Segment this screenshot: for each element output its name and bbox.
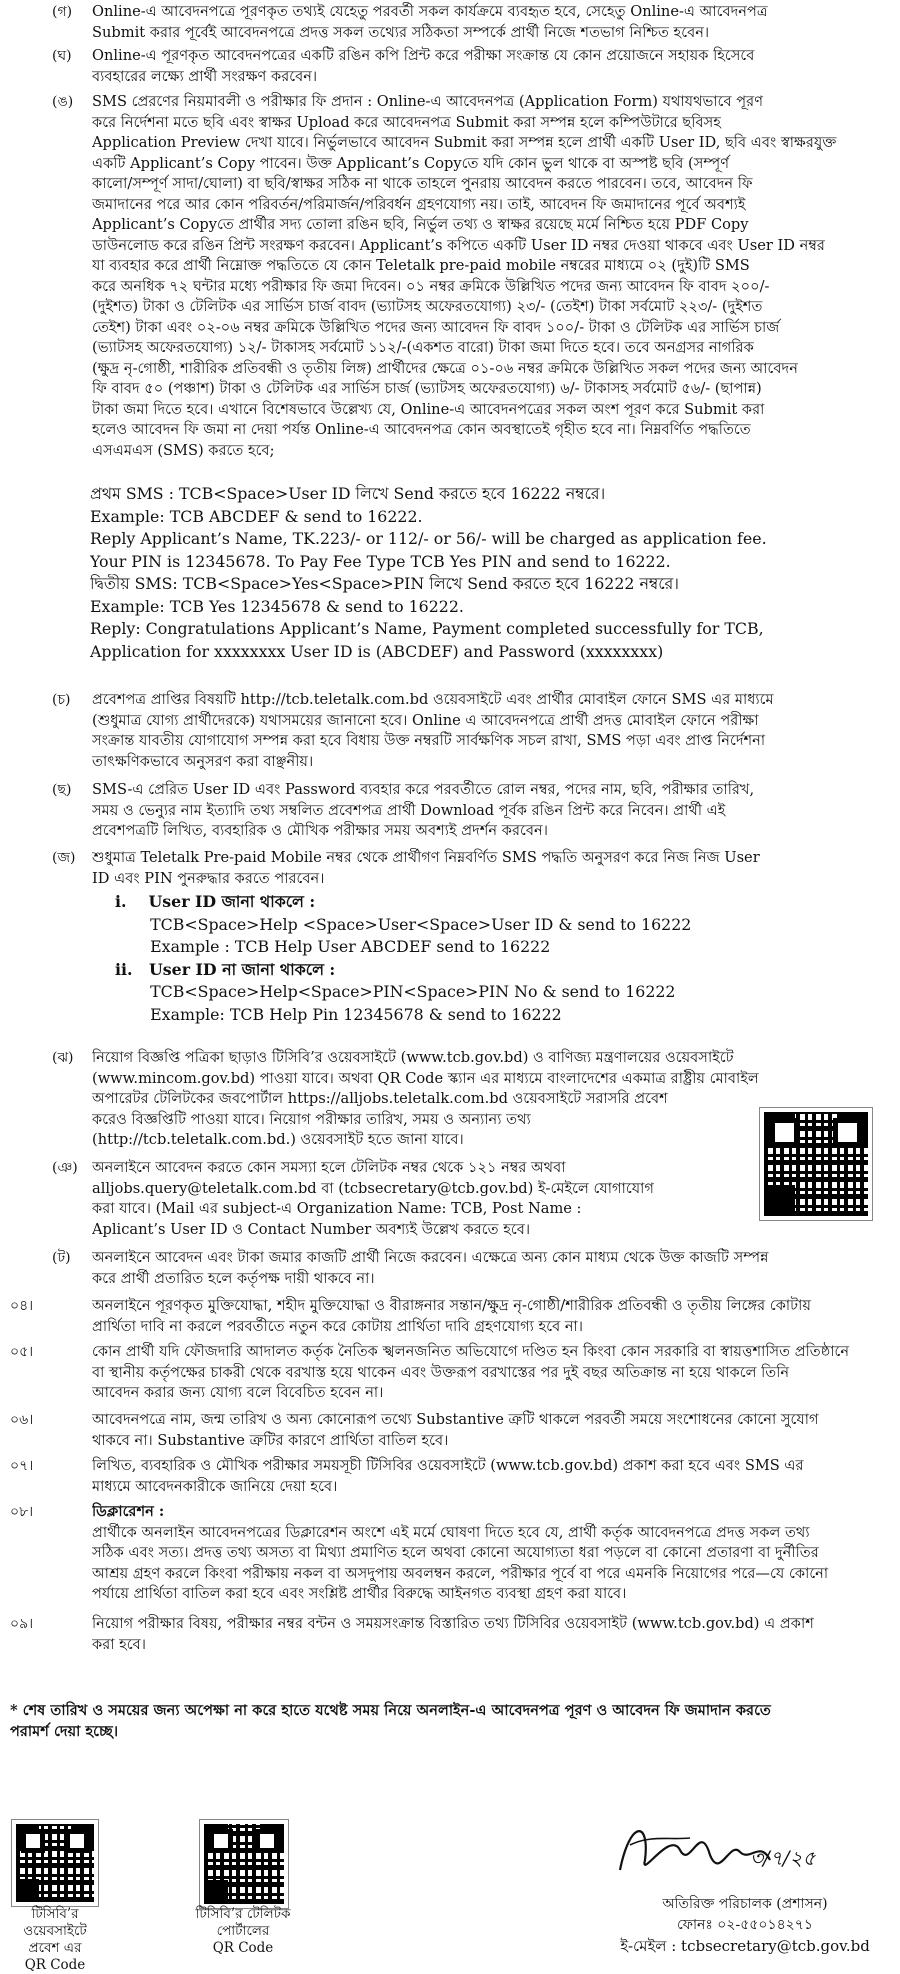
teletalk-portal-qr-caption (178, 1906, 308, 1957)
item-label: ০৭। (10, 1458, 34, 1474)
item-text-line: Example : TCB Help User ABCDEF send to 16222 (115, 937, 551, 956)
item-text-line: (ক্ষুদ্র নৃ-গোষ্ঠী, শারীরিক প্রতিবন্ধী ও তৃতীয় লিঙ্গ) প্রার্থীদের ক্ষেত্রে ০১-০৬ নম্বর ক্রমিকে উল্লিখিত সকল পদের জন্য আবেদন (92, 359, 798, 377)
item-label: ০৯। (10, 1616, 34, 1632)
item-text-line: করা হবে। (92, 1635, 146, 1653)
item-text-line: একটি Applicant’s Copy পাবেন। উক্ত Applicant’s Copyতে যদি কোন ভুল থাকে বা অস্পষ্ট ছবি (সম্পূর্ণ (92, 154, 730, 172)
item-text-line: অনলাইনে আবেদন করতে কোন সমস্যা হলে টেলিটক নম্বর থেকে ১২১ নম্বর অথবা (92, 1159, 566, 1176)
item-text-line: সঠিক এবং সত্য। প্রদত্ত তথ্য অসত্য বা মিথ্যা প্রমাণিত হলে অথবা কোনো অযোগ্যতা ধরা পড়লে বা কোনো প্রতারণা বা দুর্নীতির (92, 1544, 819, 1561)
item-text-line: Applicant’s Copyতে প্রার্থীর সদ্য তোলা রঙিন ছবি, নির্ভুল তথ্য ও স্বাক্ষর রয়েছে মর্মে নিশ্চিত হয়ে PDF Copy (92, 216, 749, 233)
item-text-line: সময় ও ভেন্যুর নাম ইত্যাদি তথ্য সম্বলিত প্রবেশপত্র প্রার্থী Download পূর্বক রঙিন প্রিন্ট করে নিবেন। প্রার্থী এই (92, 801, 726, 819)
item-text-line: SMS প্রেরণের নিয়মাবলী ও পরীক্ষার ফি প্রদান : Online-এ আবেদনপত্র (Application Form) যথাযথভাবে পূরণ (92, 93, 764, 110)
item-text-line: Your PIN is 12345678. To Pay Fee Type TCB Yes PIN and send to 16222. (90, 551, 671, 571)
teletalk-jobportal-qr-code (760, 1108, 872, 1220)
item-label: (ট) (52, 1250, 71, 1266)
item-text-line: দ্বিতীয় SMS: TCB<Space>Yes<Space>PIN লিখে Send করতে হবে 16222 নম্বরে। (90, 574, 679, 593)
item-text-line: যা ব্যবহার করে প্রার্থী নিম্নোক্ত পদ্ধতিতে যে কোন Teletalk pre-paid mobile নম্বরের মাধ্যমে ০২ (দুই)টি SMS (92, 257, 750, 274)
item-text-line: ID এবং PIN পুনরুদ্ধার করতে পারবেন। (92, 869, 325, 887)
item-text-line: বা স্থানীয় কর্তৃপক্ষের চাকরী থেকে বরখাস্ত হয়ে থাকেন এবং উক্তরূপ বরখাস্তের পর দুই বছর অতিক্রান্ত না হয়ে থাকলে তিনি (92, 1363, 790, 1381)
item-label: (চ) (52, 692, 71, 708)
item-text-line: Submit করার পূর্বেই আবেদনপত্রে প্রদত্ত সকল তথ্যের সঠিকতা সম্পর্কে প্রার্থী নিজে শতভাগ নিশ্চিত হবেন। (92, 23, 710, 41)
item-label: (ঘ) (52, 48, 72, 64)
item-text-line: করেও বিজ্ঞপ্তিটি পাওয়া যাবে। নিয়োগ পরীক্ষার তারিখ, সময় ও অন্যান্য তথ্য (92, 1110, 531, 1128)
item-text-line: Aplicant’s User ID ও Contact Number অবশ্যই উল্লেখ করতে হবে। (92, 1220, 531, 1238)
item-text-line: প্রার্থীকে অনলাইন আবেদনপত্রের ডিক্লারেশন অংশে এই মর্মে ঘোষণা দিতে হবে যে, প্রার্থী কর্তৃক আবেদনপত্রে প্রদত্ত সকল তথ্য (92, 1523, 810, 1541)
item-text-line: আবেদন করার জন্য যোগ্য বলে বিবেচিত হবেন না। (92, 1384, 384, 1401)
item-text-line: করা যাবে। (Mail এর subject-এ Organization Name: TCB, Post Name : (92, 1200, 582, 1217)
item-text-line: TCB<Space>Help<Space>PIN<Space>PIN No & send to 16222 (115, 982, 676, 1001)
tcb-website-qr-code (12, 1820, 98, 1906)
item-text-line: মাধ্যমে আবেদনকারীকে জানিয়ে দেয়া হবে। (92, 1477, 338, 1495)
item-text-line: অনলাইনে পূরণকৃত মুক্তিযোদ্ধা, শহীদ মুক্তিযোদ্ধা ও বীরাঙ্গনার সন্তান/ক্ষুদ্র নৃ-গোষ্ঠী/শারীরিক প্রতিবন্ধী ও তৃতীয় লিঙ্গের কোটায় (92, 1297, 811, 1314)
item-label: ০৫। (10, 1344, 34, 1360)
item-text-line: তেইশ) টাকা এবং ০২-০৬ নম্বর ক্রমিকে উল্লিখিত পদের জন্য আবেদন ফি বাবদ ১০০/- টাকা ও টেলিটক এর সার্ভিস চার্জ (92, 318, 780, 336)
item-label: (গ) (52, 4, 73, 20)
item-text-line: করে অনধিক ৭২ ঘন্টার মধ্যে পরীক্ষার ফি জমা দিবেন। ০১ নম্বর ক্রমিকে উল্লিখিত পদের জন্য আবেদন ফি বাবদ ২০০/- (92, 277, 770, 295)
item-text-line: Online-এ আবেদনপত্রে পূরণকৃত তথ্যই যেহেতু পরবর্তী সকল কার্যক্রমে ব্যবহৃত হবে, সেহেতু Online-এ আবেদনপত্র (92, 3, 768, 20)
footnote-line: পরামর্শ দেয়া হচ্ছে। (10, 1723, 119, 1740)
signatory-email[interactable]: ই-মেইল : tcbsecretary@tcb.gov.bd (620, 1937, 870, 1955)
item-text-line: Application Preview দেখা যাবে। নির্ভুলভাবে আবেদন Submit করা সম্পন্ন হলে প্রার্থী একটি User ID, ছবি এবং স্বাক্ষরযুক্ত (92, 134, 837, 151)
item-text-line: কালো/সম্পূর্ণ সাদা/ঘোলা) বা ছবি/স্বাক্ষর সঠিক না থাকে তাহলে পুনরায় আবেদন করতে পারবেন। তবে, আবেদন ফি (92, 175, 753, 192)
footnote-line: * শেষ তারিখ ও সময়ের জন্য অপেক্ষা না করে হাতে যথেষ্ট সময় নিয়ে অনলাইন-এ আবেদনপত্র পূরণ ও আবেদন ফি জমাদান করতে (10, 1702, 771, 1719)
item-label: (ছ) (52, 782, 72, 798)
item-text-line: থাকবে না। Substantive ত্রুটির কারণে প্রার্থিতা বাতিল হবে। (92, 1431, 449, 1449)
signatory-phone: ফোনঃ ০২-৫৫০১৪২৭১ (677, 1917, 813, 1933)
item-text-line: SMS-এ প্রেরিত User ID এবং Password ব্যবহার করে পরবর্তীতে রোল নম্বর, পদের নাম, ছবি, পরীক্ষার তারিখ, (92, 781, 755, 798)
item-text-line: ii. User ID না জানা থাকলে : (115, 959, 336, 979)
item-text-line: Example: TCB Help Pin 12345678 & send to 16222 (115, 1004, 562, 1024)
item-text-line: সংক্রান্ত যাবতীয় যোগাযোগ সম্পন্ন করা হবে বিধায় উক্ত নম্বরটি সার্বক্ষণিক সচল রাখা, SMS পড়া এবং প্রাপ্ত নির্দেশনা (92, 732, 766, 749)
item-text-line: নিয়োগ পরীক্ষার বিষয়, পরীক্ষার নম্বর বন্টন ও সময়সংক্রান্ত বিস্তারিত তথ্য টিসিবির ওয়েবসাইট (www.tcb.gov.bd) এ প্রকাশ (92, 1615, 814, 1632)
item-text-line: (ভ্যাটসহ অফেরতযোগ্য) ১২/- টাকাসহ সর্বমোট ১১২/-(একশত বারো) টাকা জমা দিতে হবে। তবে অনগ্রসর নাগরিক (92, 339, 754, 356)
item-text-line: (শুধুমাত্র যোগ্য প্রার্থীদেরকে) যথাসময়ের জানানো হবে। Online এ আবেদনপত্রে প্রার্থী প্রদত্ত মোবাইল ফোনে পরীক্ষা (92, 711, 759, 729)
tcb-website-qr-caption (0, 1906, 110, 1974)
item-text-line: (http://tcb.teletalk.com.bd.) ওয়েবসাইট হতে জানা যাবে। (92, 1131, 464, 1148)
caption-line: QR Code (24, 1957, 86, 1973)
item-label: ০৮। (10, 1504, 34, 1520)
signature-date: ৩/৭/২৫ (750, 1846, 816, 1870)
item-text-line: Example: TCB ABCDEF & send to 16222. (90, 506, 423, 526)
item-text-line: আশ্রয় গ্রহণ করলে কিংবা পরীক্ষায় নকল বা অসদুপায় অবলম্বন করলে, পরীক্ষার পূর্বে বা পরে এমনকি নিয়োগের পরে—যে কোনো (92, 1564, 829, 1582)
footnote (10, 1700, 890, 1742)
item-text-line: লিখিত, ব্যবহারিক ও মৌখিক পরীক্ষার সময়সূচী টিসিবির ওয়েবসাইটে (www.tcb.gov.bd) প্রকাশ করা হবে এবং SMS এর (92, 1457, 804, 1474)
caption-line: টিসিবি’র টেলিটক (195, 1906, 291, 1922)
item-text-line: TCB<Space>Help <Space>User<Space>User ID & send to 16222 (115, 914, 692, 934)
caption-line: প্রবেশ এর (28, 1940, 82, 1956)
item-text-line: ফি বাবদ ৫০ (পঞ্চাশ) টাকা ও টেলিটক এর সার্ভিস চার্জ (ভ্যাটসহ অফেরতযোগ্য) ৬/- টাকাসহ সর্বমোট ৫৬/- (ছাপান্ন) (92, 380, 762, 397)
item-label: ০৬। (10, 1412, 34, 1428)
item-text-line: এসএমএস (SMS) করতে হবে; (92, 441, 275, 459)
item-label: (ঙ) (52, 94, 74, 110)
caption-line: পোর্টালের (216, 1923, 270, 1939)
item-text-line: আবেদনপত্রে নাম, জন্ম তারিখ ও অন্য কোনোরূপ তথ্যে Substantive ত্রুটি থাকলে পরবর্তী সময়ে সংশোধনের কোনো সুযোগ (92, 1411, 819, 1428)
item-text-line: Application for xxxxxxxx User ID is (ABCDEF) and Password (xxxxxxxx) (90, 641, 664, 661)
item-text-line: কোন প্রার্থী যদি ফৌজদারি আদালত কর্তৃক নৈতিক স্খলনজনিত অভিযোগে দণ্ডিত হন কিংবা কোন সরকারি বা স্বায়ত্তশাসিত প্রতিষ্ঠানে (92, 1343, 850, 1360)
item-text-line: তাৎক্ষণিকভাবে অনুসরণ করা বাঞ্ছনীয়। (92, 752, 314, 770)
item-text-line: প্রথম SMS : TCB<Space>User ID লিখে Send করতে হবে 16222 নম্বরে। (90, 484, 606, 503)
caption-line: টিসিবি’র ওয়েবসাইটে (23, 1906, 87, 1939)
item-text-line: (দুইশত) টাকা ও টেলিটক এর সার্ভিস চার্জ বাবদ (ভ্যাটসহ অফেরতযোগ্য) ২৩/- (তেইশ) টাকা সর্বমোট ২২৩/- (দুইশত (92, 298, 763, 315)
caption-line: QR Code (212, 1940, 274, 1956)
item-text-line: (www.mincom.gov.bd) পাওয়া যাবে। অথবা QR Code স্ক্যান এর মাধ্যমে বাংলাদেশের একমাত্র রাষ্ট্রীয় মোবাইল (92, 1069, 759, 1087)
item-text-line: অনলাইনে আবেদন এবং টাকা জমার কাজটি প্রার্থী নিজে করবেন। এক্ষেত্রে অন্য কোন মাধ্যম থেকে উক্ত কাজটি সম্পন্ন (92, 1249, 769, 1266)
signature-block (560, 1790, 890, 1960)
item-text-line: টাকা জমা দিতে হবে। এখানে বিশেষভাবে উল্লেখ্য যে, Online-এ আবেদনপত্রের সকল অংশ পূরণ করে Submit করা (92, 400, 765, 418)
item-label: (ঞ) (52, 1160, 78, 1176)
item-text-line: প্রবেশপত্র প্রাপ্তির বিষয়টি http://tcb.teletalk.com.bd ওয়েবসাইটে এবং প্রার্থীর মোবাইল ফোনে SMS এর মাধ্যমে (92, 691, 774, 708)
item-text-line: হলেও আবেদন ফি জমা না দেয়া পর্যন্ত Online-এ আবেদনপত্র কোন অবস্থাতেই গৃহীত হবে না। নিম্নবর্ণিত পদ্ধতিতে (92, 421, 751, 438)
item-text-line: ডিক্লারেশন : (92, 1503, 165, 1520)
item-text-line: করে প্রার্থী প্রতারিত হলে কর্তৃপক্ষ দায়ী থাকবে না। (92, 1269, 375, 1287)
item-label: (জ) (52, 850, 76, 866)
item-text-line: ব্যবহারের লক্ষ্যে প্রার্থী সংরক্ষণ করবেন। (92, 67, 318, 85)
item-label: ০৪। (10, 1298, 34, 1314)
item-text-line: Reply: Congratulations Applicant’s Name, Payment completed successfully for TCB, (90, 619, 764, 638)
item-text-line: নিয়োগ বিজ্ঞপ্তি পত্রিকা ছাড়াও টিসিবি’র ওয়েবসাইটে (www.tcb.gov.bd) ও বাণিজ্য মন্ত্রণালয়ের ওয়েবসাইটে (92, 1049, 734, 1066)
item-text-line: Online-এ পূরণকৃত আবেদনপত্রের একটি রঙিন কপি প্রিন্ট করে পরীক্ষা সংক্রান্ত যে কোন প্রয়োজনে সহায়ক হিসেবে (92, 47, 755, 64)
signatory-title: অতিরিক্ত পরিচালক (প্রশাসন) (662, 1896, 828, 1912)
item-text-line: পর্যায়ে প্রার্থিতা বাতিল করা হবে এবং সংশ্লিষ্ট প্রার্থীর বিরুদ্ধে আইনগত ব্যবস্থা গ্রহণ করা যাবে। (92, 1585, 627, 1602)
item-text-line: Reply Applicant’s Name, TK.223/- or 112/- or 56/- will be charged as application fee. (90, 529, 767, 548)
item-text-line: প্রার্থিতা দাবি না করলে পরবর্তীতে নতুন করে কোটায় প্রার্থিতা দাবি গ্রহণযোগ্য হবে না। (92, 1317, 583, 1335)
item-text-line: অপারেটর টেলিটকের জবপোর্টাল https://alljobs.teletalk.com.bd ওয়েবসাইটে সরাসরি প্রবেশ (92, 1090, 668, 1107)
item-label: (ঝ) (52, 1050, 74, 1066)
item-text-line: i. User ID জানা থাকলে : (115, 892, 316, 911)
item-text-line: শুধুমাত্র Teletalk Pre-paid Mobile নম্বর থেকে প্রার্থীগণ নিম্নবর্ণিত SMS পদ্ধতি অনুসরণ করে নিজ নিজ User (92, 849, 760, 866)
item-text-line: জমাদানের পরে আর কোন পরিবর্তন/পরিমার্জন/পরিবর্ধন গ্রহণযোগ্য নয়। তাই, আবেদন ফি জমাদানের পূর্বে অবশ্যই (92, 195, 746, 213)
item-text-line: Example: TCB Yes 12345678 & send to 16222. (90, 596, 464, 616)
teletalk-portal-qr-code (200, 1820, 288, 1908)
item-text-line: ডাউনলোড করে রঙিন প্রিন্ট সংরক্ষণ করবেন। Applicant’s কপিতে একটি User ID নম্বর দেওয়া থাকবে এবং User ID নম্বর (92, 236, 825, 254)
item-text-line: প্রবেশপত্রটি লিখিত, ব্যবহারিক ও মৌখিক পরীক্ষার সময় অবশ্যই প্রদর্শন করবেন। (92, 822, 548, 839)
item-text-line: alljobs.query@teletalk.com.bd বা (tcbsecretary@tcb.gov.bd) ই-মেইলে যোগাযোগ (92, 1179, 654, 1197)
item-text-line: করে নির্দেশনা মতে ছবি এবং স্বাক্ষর Upload করে আবেদনপত্র Submit করা সম্পন্ন হলে কম্পিউটারে ছবিসহ (92, 113, 721, 131)
